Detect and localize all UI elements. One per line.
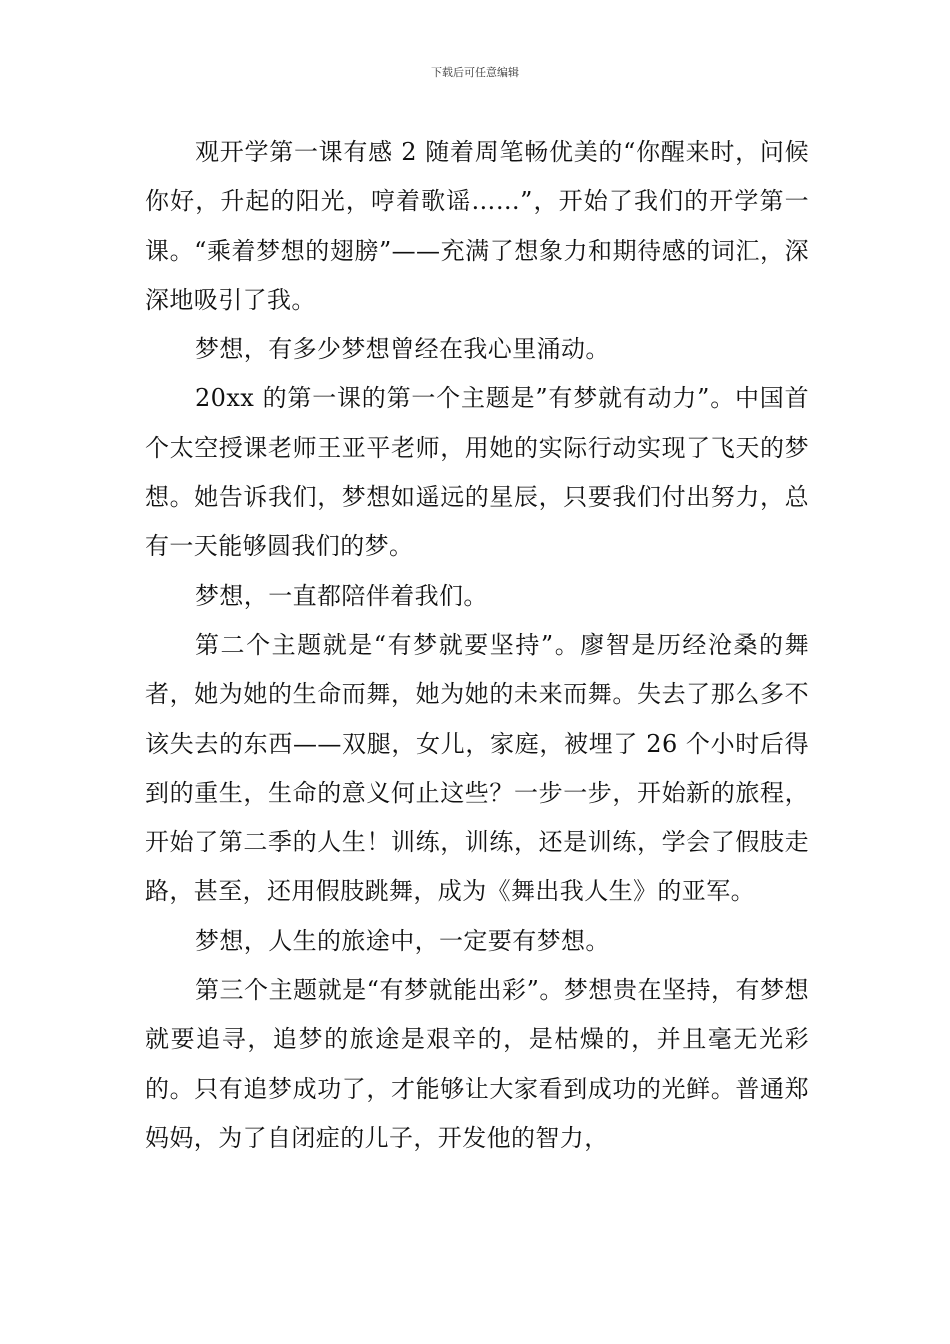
- document-body: [145, 128, 809, 1163]
- paragraph-dream-2: 梦想，一直都陪伴着我们。: [195, 581, 488, 610]
- paragraph-intro: 观开学第一课有感 2 随着周笔畅优美的“你醒来时，问候你好，升起的阳光，哼着歌谣……”，开始了我们的开学第一课。“乘着梦想的翅膀”——充满了想象力和期待感的词汇，深深地吸引了我。: [145, 138, 809, 314]
- paragraph-theme-3: 第三个主题就是“有梦就能出彩”。梦想贵在坚持，有梦想就要追寻，追梦的旅途是艰辛的，是枯燥的，并且毫无光彩的。只有追梦成功了，才能够让大家看到成功的光鲜。普通郑妈妈，为了自闭症的儿子，开发他的智力，: [145, 976, 809, 1152]
- page-header-note: 下载后可任意编辑: [431, 66, 519, 79]
- paragraph-theme-2: 第二个主题就是“有梦就要坚持”。廖智是历经沧桑的舞者，她为她的生命而舞，她为她的未来而舞。失去了那么多不该失去的东西——双腿，女儿，家庭，被埋了 26 个小时后得到的重生，生命的意义何止这些？一步一步，开始新的旅程，开始了第二季的人生！训练，训练，还是训练，学会了假肢走路，甚至，还用假肢跳舞，成为《舞出我人生》的亚军。: [145, 630, 809, 906]
- paragraph-dream-1: 梦想，有多少梦想曾经在我心里涌动。: [195, 335, 610, 364]
- paragraph-dream-3: 梦想，人生的旅途中，一定要有梦想。: [195, 926, 610, 955]
- paragraph-theme-1: 20xx 的第一课的第一个主题是”有梦就有动力”。中国首个太空授课老师王亚平老师，用她的实际行动实现了飞天的梦想。她告诉我们，梦想如遥远的星辰，只要我们付出努力，总有一天能够圆我们的梦。: [145, 384, 809, 561]
